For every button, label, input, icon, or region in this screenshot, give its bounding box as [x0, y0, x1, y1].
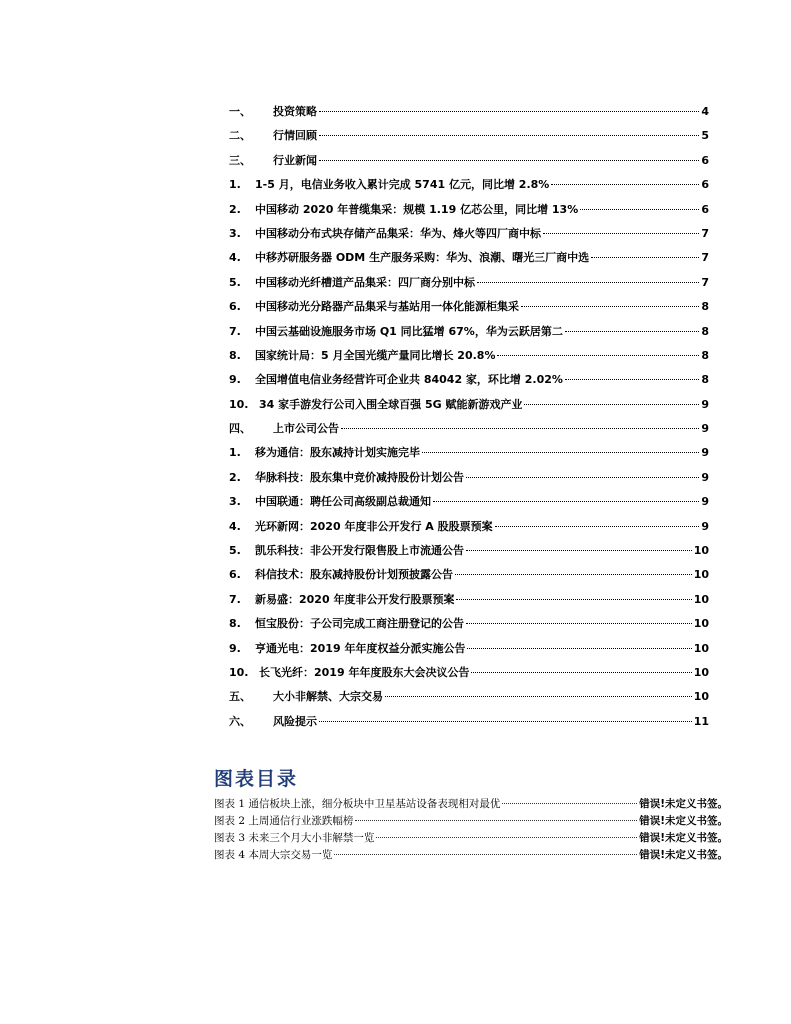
toc-entry[interactable]: [229, 176, 709, 200]
toc-entry[interactable]: [229, 518, 709, 542]
dot-leader: [319, 135, 699, 136]
dot-leader: [341, 428, 699, 429]
toc-title: 科信技术：股东减持股份计划预披露公告: [255, 568, 453, 582]
toc-title: 新易盛：2020 年度非公开发行股票预案: [255, 592, 455, 606]
toc-page: 10: [693, 592, 709, 606]
toc-number: 7.: [229, 324, 241, 338]
figure-title: 图表 2 上周通信行业涨跌幅榜: [214, 815, 354, 827]
toc-page: 6: [701, 202, 709, 216]
dot-leader: [422, 452, 699, 453]
toc-title: 光环新网：2020 年度非公开发行 A 股股票预案: [255, 519, 493, 533]
dot-leader: [355, 820, 637, 821]
toc-entry[interactable]: [229, 371, 709, 395]
figure-title: 图表 1 通信板块上涨，细分板块中卫星基站设备表现相对最优: [214, 798, 501, 810]
toc-page: 7: [701, 226, 709, 240]
dot-leader: [319, 721, 692, 722]
dot-leader: [466, 477, 699, 478]
toc-number: 2.: [229, 202, 241, 216]
dot-leader: [376, 837, 637, 838]
dot-leader: [497, 355, 699, 356]
figure-title: 图表 4 本周大宗交易一览: [214, 849, 333, 861]
dot-leader: [433, 501, 699, 502]
toc-title: 中国联通：聘任公司高级副总裁通知: [255, 495, 431, 509]
toc-number: 9.: [229, 641, 241, 655]
dot-leader: [495, 526, 699, 527]
toc-title: 上市公司公告: [273, 422, 339, 436]
dot-leader: [471, 672, 691, 673]
toc-entry[interactable]: [229, 444, 709, 468]
toc-page: 7: [701, 275, 709, 289]
toc-entry[interactable]: [229, 615, 709, 639]
toc-title: 凯乐科技：非公开发行限售股上市流通公告: [255, 544, 464, 558]
figure-entry[interactable]: [214, 796, 728, 813]
toc-title: 中国移动光纤槽道产品集采：四厂商分别中标: [255, 275, 475, 289]
toc-number: 四、: [229, 422, 251, 436]
toc-number: 3.: [229, 495, 241, 509]
figure-page: 错误!未定义书签。: [639, 832, 728, 844]
dot-leader: [466, 623, 692, 624]
toc-entry[interactable]: [229, 127, 709, 151]
toc-number: 一、: [229, 105, 251, 118]
toc-title: 中国云基础设施服务市场 Q1 同比猛增 67%，华为云跃居第二: [255, 324, 563, 338]
toc-page: 9: [701, 470, 709, 484]
toc-entry[interactable]: [229, 298, 709, 322]
toc-entry[interactable]: [229, 347, 709, 371]
toc-page: 10: [693, 641, 709, 655]
toc-number: 7.: [229, 592, 241, 606]
toc-entry[interactable]: [229, 396, 709, 420]
toc-number: 2.: [229, 470, 241, 484]
toc-page: 7: [701, 251, 709, 265]
toc-title: 中国移动分布式块存储产品集采：华为、烽火等四厂商中标: [255, 226, 541, 240]
toc-number: 二、: [229, 129, 251, 143]
toc-entry[interactable]: [229, 566, 709, 590]
toc-page: 9: [701, 422, 709, 436]
toc-number: 1.: [229, 178, 241, 192]
toc-page: 5: [701, 129, 709, 143]
toc-number: 6.: [229, 568, 241, 582]
figure-title: 图表 3 未来三个月大小非解禁一览: [214, 832, 375, 844]
toc-page: 11: [693, 714, 709, 728]
dot-leader: [466, 550, 692, 551]
toc-title: 华脉科技：股东集中竞价减持股份计划公告: [255, 470, 464, 484]
toc-page: 9: [701, 519, 709, 533]
toc-title: 全国增值电信业务经营许可企业共 84042 家，环比增 2.02%: [255, 373, 563, 387]
toc-number: 1.: [229, 446, 241, 460]
toc-number: 3.: [229, 226, 241, 240]
dot-leader: [591, 257, 699, 258]
dot-leader: [467, 648, 691, 649]
toc-title: 中国移动光分路器产品集采与基站用一体化能源柜集采: [255, 300, 519, 314]
toc-page: 10: [693, 665, 709, 679]
toc-number: 8.: [229, 348, 241, 362]
toc-number: 9.: [229, 373, 241, 387]
toc-page: 9: [701, 495, 709, 509]
toc-number: 4.: [229, 519, 241, 533]
toc-page: 8: [701, 300, 709, 314]
figure-entry[interactable]: [214, 830, 728, 847]
dot-leader: [334, 854, 637, 855]
toc-title: 恒宝股份：子公司完成工商注册登记的公告: [255, 617, 464, 631]
dot-leader: [319, 160, 699, 161]
toc-title: 风险提示: [273, 714, 317, 728]
toc-number: 5.: [229, 544, 241, 558]
toc-page: 9: [701, 397, 709, 411]
toc-entry[interactable]: [229, 249, 709, 273]
toc-entry[interactable]: [229, 152, 709, 176]
figure-page: 错误!未定义书签。: [639, 798, 728, 810]
figure-list-heading: 图表目录: [214, 768, 299, 790]
toc-entry[interactable]: [229, 225, 709, 249]
toc-number: 6.: [229, 300, 241, 314]
toc-page: 10: [693, 544, 709, 558]
figure-page: 错误!未定义书签。: [639, 815, 728, 827]
toc-entry[interactable]: [229, 420, 709, 444]
toc-number: 5.: [229, 275, 241, 289]
toc-page: 8: [701, 373, 709, 387]
toc-title: 行情回顾: [273, 129, 317, 143]
dot-leader: [551, 184, 699, 185]
toc-page: 6: [701, 178, 709, 192]
toc-entry[interactable]: [229, 274, 709, 298]
toc-number: 4.: [229, 251, 241, 265]
toc-number: 10.: [229, 665, 249, 679]
toc-number: 10.: [229, 397, 249, 411]
toc-page: 10: [693, 568, 709, 582]
toc-title: 1-5 月，电信业务收入累计完成 5741 亿元，同比增 2.8%: [255, 178, 550, 192]
toc-title: 亨通光电：2019 年年度权益分派实施公告: [255, 641, 466, 655]
toc-page: 10: [693, 617, 709, 631]
dot-leader: [455, 574, 692, 575]
toc-entry[interactable]: [229, 323, 709, 347]
toc-number: 五、: [229, 690, 251, 704]
toc-page: 4: [701, 105, 709, 118]
toc-entry[interactable]: [229, 688, 709, 712]
toc-entry[interactable]: [229, 493, 709, 517]
toc-number: 三、: [229, 153, 251, 167]
toc-entry[interactable]: [229, 201, 709, 225]
figure-page: 错误!未定义书签。: [639, 849, 728, 861]
toc-title: 投资策略: [273, 105, 317, 118]
toc-entry[interactable]: [229, 103, 709, 127]
dot-leader: [502, 803, 637, 804]
toc-title: 长飞光纤：2019 年年度股东大会决议公告: [259, 665, 470, 679]
dot-leader: [565, 379, 699, 380]
table-of-contents: [229, 103, 709, 737]
toc-title: 中移苏研服务器 ODM 生产服务采购：华为、浪潮、曙光三厂商中选: [255, 251, 590, 265]
dot-leader: [521, 306, 699, 307]
toc-page: 8: [701, 348, 709, 362]
toc-title: 大小非解禁、大宗交易: [273, 690, 383, 704]
toc-page: 6: [701, 153, 709, 167]
dot-leader: [565, 331, 699, 332]
toc-title: 国家统计局：5 月全国光缆产量同比增长 20.8%: [255, 348, 496, 362]
dot-leader: [319, 111, 699, 112]
toc-title: 移为通信：股东减持计划实施完毕: [255, 446, 420, 460]
toc-page: 10: [693, 690, 709, 704]
toc-entry[interactable]: [229, 542, 709, 566]
toc-number: 六、: [229, 714, 251, 728]
toc-title: 中国移动 2020 年普缆集采：规模 1.19 亿芯公里，同比增 13%: [255, 202, 579, 216]
dot-leader: [524, 404, 699, 405]
toc-page: 9: [701, 446, 709, 460]
dot-leader: [385, 696, 692, 697]
dot-leader: [543, 233, 699, 234]
figure-entry[interactable]: [214, 847, 728, 864]
figure-list: [214, 796, 728, 864]
toc-entry[interactable]: [229, 640, 709, 664]
dot-leader: [580, 209, 699, 210]
toc-number: 8.: [229, 617, 241, 631]
toc-entry[interactable]: [229, 713, 709, 737]
toc-title: 行业新闻: [273, 153, 317, 167]
figure-entry[interactable]: [214, 813, 728, 830]
toc-entry[interactable]: [229, 591, 709, 615]
dot-leader: [456, 599, 691, 600]
toc-entry[interactable]: [229, 664, 709, 688]
toc-page: 8: [701, 324, 709, 338]
toc-title: 34 家手游发行公司入围全球百强 5G 赋能新游戏产业: [259, 397, 523, 411]
dot-leader: [477, 282, 699, 283]
toc-entry[interactable]: [229, 469, 709, 493]
